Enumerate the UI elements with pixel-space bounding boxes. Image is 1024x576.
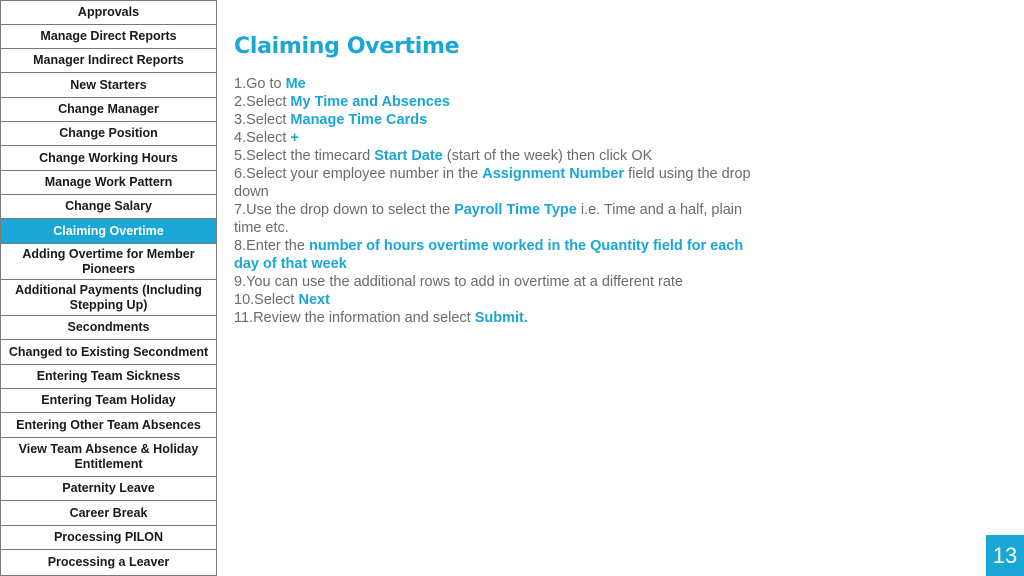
step-8: 8.Enter the number of hours overtime worked in the Quantity field for each day of that week: [234, 238, 744, 272]
sidebar-item-label: Manage Direct Reports: [40, 29, 177, 43]
step-7: 7.Use the drop down to select the Payroll Time Type i.e. Time and a half, plain time etc.: [234, 202, 743, 236]
sidebar-item-additional-payments[interactable]: [1, 280, 216, 316]
sidebar-item-approvals[interactable]: [1, 0, 216, 25]
sidebar-item-entering-team-holiday[interactable]: [1, 389, 216, 413]
sidebar-item-change-salary[interactable]: [1, 195, 216, 219]
instruction-steps: [234, 75, 754, 327]
step-3: 3.Select Manage Time Cards: [234, 112, 428, 128]
sidebar-item-changed-to-existing-secondment[interactable]: [1, 340, 216, 365]
sidebar-item-label: Entering Team Sickness: [36, 369, 181, 383]
sidebar-item-career-break[interactable]: [1, 501, 216, 526]
sidebar-item-new-starters[interactable]: [1, 73, 216, 98]
step-11: 11.Review the information and select Submit.: [234, 310, 528, 326]
sidebar-item-label: Change Manager: [58, 102, 159, 116]
sidebar-item-processing-pilon[interactable]: [1, 526, 216, 550]
sidebar-item-view-team-absence-holiday[interactable]: [1, 438, 216, 477]
page-number-badge: 13: [986, 535, 1024, 576]
sidebar-item-paternity-leave[interactable]: [1, 477, 216, 501]
main-content: [234, 34, 754, 327]
sidebar-item-label: Change Salary: [65, 199, 152, 213]
sidebar-item-label: Processing PILON: [53, 530, 164, 544]
sidebar-item-label: Adding Overtime for Member Pioneers: [22, 246, 195, 276]
sidebar-item-adding-overtime-member-pioneers[interactable]: [1, 244, 216, 280]
step-6: 6.Select your employee number in the Assignment Number field using the drop down: [234, 166, 751, 200]
step-9: 9.You can use the additional rows to add in overtime at a different rate: [234, 274, 683, 290]
sidebar-item-label: Change Working Hours: [39, 150, 178, 165]
step-2: 2.Select My Time and Absences: [234, 94, 450, 110]
sidebar-item-entering-team-sickness[interactable]: [1, 365, 216, 389]
sidebar-item-label: Processing a Leaver: [47, 555, 170, 569]
sidebar-item-change-working-hours[interactable]: [1, 146, 216, 171]
sidebar-nav: [0, 0, 217, 576]
sidebar-item-label: Career Break: [69, 505, 148, 520]
sidebar-item-change-position[interactable]: [1, 122, 216, 146]
sidebar-item-label: View Team Absence & Holiday Entitlement: [18, 442, 199, 471]
page-title: Claiming Overtime: [234, 34, 460, 59]
step-10: 10.Select Next: [234, 292, 330, 308]
sidebar-item-processing-a-leaver[interactable]: [1, 550, 216, 576]
step-5: 5.Select the timecard Start Date (start of the week) then click OK: [234, 148, 653, 164]
sidebar-item-label: Entering Team Holiday: [41, 393, 176, 407]
sidebar-item-manager-indirect-reports[interactable]: [1, 49, 216, 73]
sidebar-item-label: Claiming Overtime: [53, 223, 164, 238]
sidebar-item-label: New Starters: [70, 77, 147, 92]
sidebar-item-claiming-overtime[interactable]: [1, 219, 216, 244]
sidebar-item-label: Additional Payments (Including Stepping Up): [15, 282, 202, 312]
sidebar-item-label: Entering Other Team Absences: [16, 417, 201, 432]
sidebar-item-change-manager[interactable]: [1, 98, 216, 122]
sidebar-item-label: Changed to Existing Secondment: [8, 344, 209, 359]
sidebar-item-label: Manager Indirect Reports: [33, 53, 184, 67]
sidebar-item-label: Manage Work Pattern: [44, 175, 173, 189]
sidebar-item-secondments[interactable]: [1, 316, 216, 340]
sidebar-item-manage-direct-reports[interactable]: [1, 25, 216, 49]
sidebar-item-label: Approvals: [77, 5, 140, 19]
sidebar-item-label: Paternity Leave: [62, 481, 155, 495]
sidebar-item-entering-other-team-absences[interactable]: [1, 413, 216, 438]
step-4: 4.Select +: [234, 130, 299, 146]
sidebar-item-label: Secondments: [67, 320, 150, 334]
sidebar-item-manage-work-pattern[interactable]: [1, 171, 216, 195]
sidebar-item-label: Change Position: [59, 126, 158, 140]
step-1: 1.Go to Me: [234, 76, 306, 92]
